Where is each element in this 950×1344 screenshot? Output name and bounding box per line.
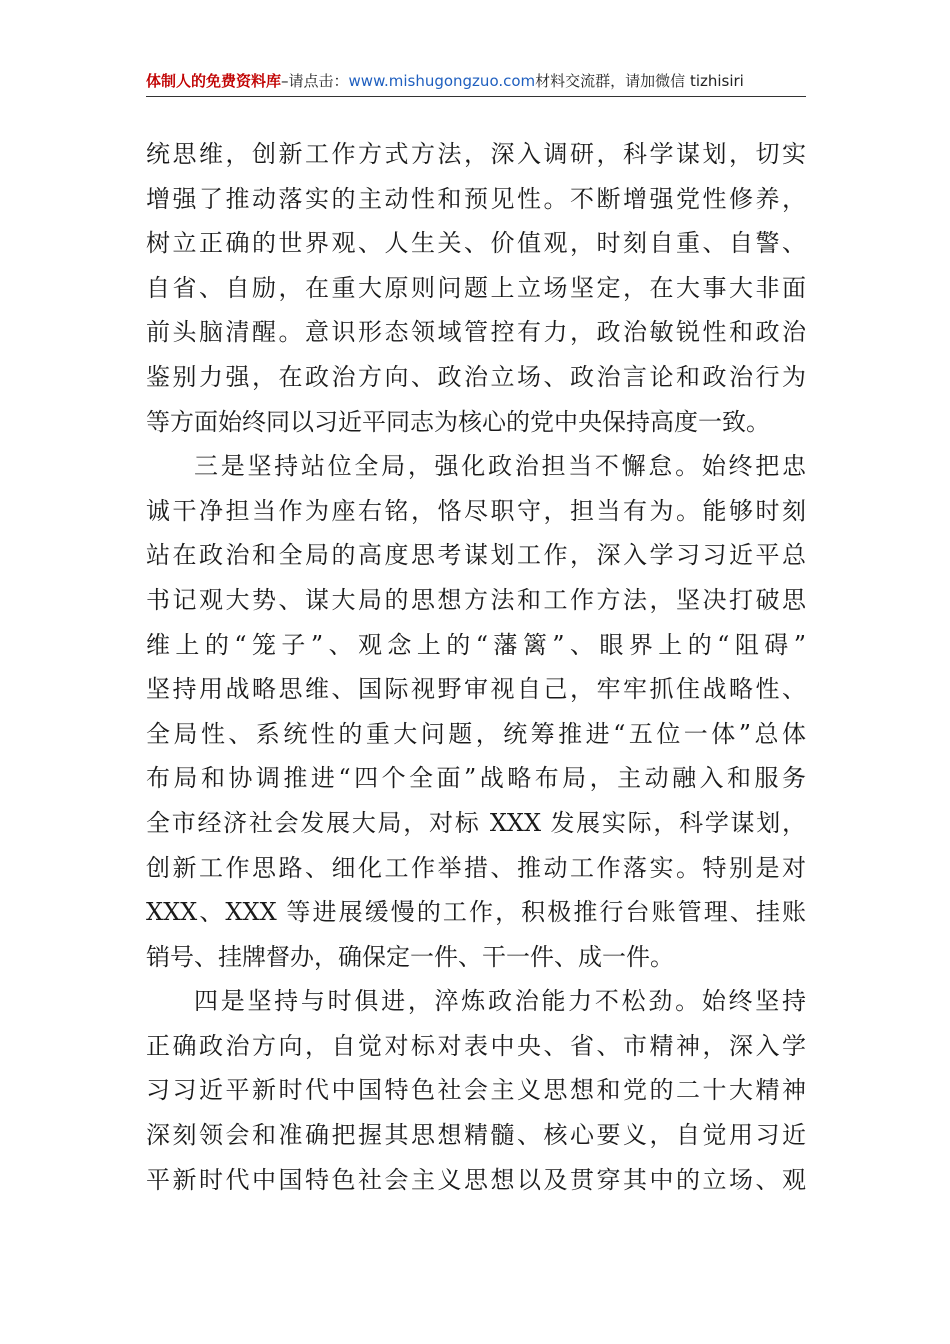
header-link[interactable]: www.mishugongzuo.com bbox=[348, 72, 536, 90]
text-line: 站在政治和全局的高度思考谋划工作，深入学习习近平总 bbox=[146, 541, 806, 570]
text-line: 全市经济社会发展大局，对标 XXX 发展实际，科学谋划， bbox=[146, 808, 806, 837]
text-line: 坚持用战略思维、国际视野审视自己，牢牢抓住战略性、 bbox=[146, 675, 806, 704]
text-line: 诚干净担当作为座右铭，恪尽职守，担当有为。能够时刻 bbox=[146, 496, 806, 525]
text-line: 创新工作思路、细化工作举措、推动工作落实。特别是对 bbox=[146, 853, 806, 882]
text-line: 统思维，创新工作方式方法，深入调研，科学谋划，切实 bbox=[146, 140, 806, 168]
document-body bbox=[146, 132, 806, 1202]
text-line: 深刻领会和准确把握其思想精髓、核心要义，自觉用习近 bbox=[146, 1121, 806, 1150]
header-divider bbox=[146, 96, 806, 97]
text-line: 鉴别力强，在政治方向、政治立场、政治言论和政治行为 bbox=[146, 362, 806, 391]
text-line: 平新时代中国特色社会主义思想以及贯穿其中的立场、观 bbox=[146, 1165, 806, 1194]
text-line: 前头脑清醒。意识形态领域管控有力，政治敏锐性和政治 bbox=[146, 318, 806, 347]
text-line: 等方面始终同以习近平同志为核心的党中央保持高度一致。 bbox=[146, 407, 770, 436]
text-line: XXX、XXX 等进展缓慢的工作，积极推行台账管理、挂账 bbox=[146, 898, 806, 927]
text-line: 布局和协调推进“四个全面”战略布局，主动融入和服务 bbox=[146, 764, 806, 793]
paragraph-start-line: 四是坚持与时俱进，淬炼政治能力不松劲。始终坚持 bbox=[194, 987, 806, 1016]
paragraph-start-line: 三是坚持站位全局，强化政治担当不懈怠。始终把忠 bbox=[194, 452, 806, 481]
text-line: 销号、挂牌督办，确保定一件、干一件、成一件。 bbox=[146, 942, 674, 971]
page-header bbox=[146, 66, 806, 96]
text-line: 全局性、系统性的重大问题，统筹推进“五位一体”总体 bbox=[146, 719, 806, 748]
text-line: 习习近平新时代中国特色社会主义思想和党的二十大精神 bbox=[146, 1076, 806, 1105]
text-line: 增强了推动落实的主动性和预见性。不断增强党性修养， bbox=[146, 184, 806, 213]
header-brand: 体制人的免费资料库 bbox=[146, 72, 282, 90]
text-line: 正确政治方向，自觉对标对表中央、省、市精神，深入学 bbox=[146, 1031, 806, 1060]
text-line: 书记观大势、谋大局的思想方法和工作方法，坚决打破思 bbox=[146, 585, 806, 614]
text-line: 自省、自励，在重大原则问题上立场坚定，在大事大非面 bbox=[146, 273, 806, 302]
text-line: 维上的“笼子”、观念上的“藩篱”、眼界上的“阻碍” bbox=[146, 630, 806, 659]
header-tail: 材料交流群，请加微信 tizhisiri bbox=[535, 72, 744, 90]
text-line: 树立正确的世界观、人生关、价值观，时刻自重、自警、 bbox=[146, 229, 806, 258]
header-separator: –请点击： bbox=[281, 72, 349, 90]
